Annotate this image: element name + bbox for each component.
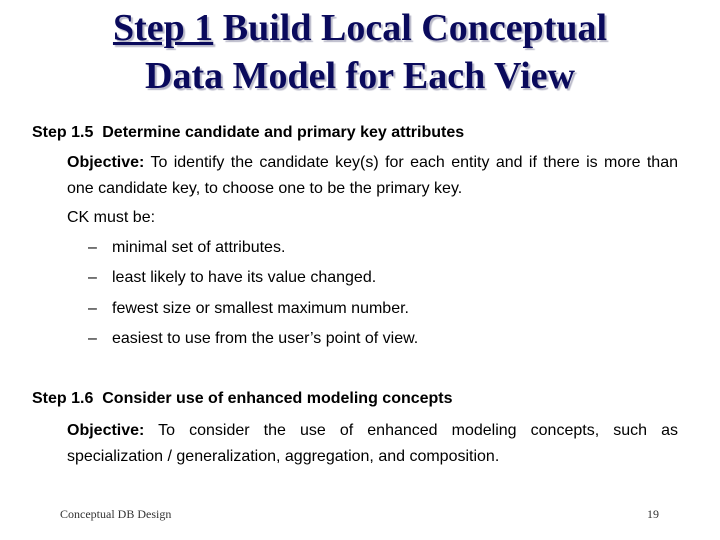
bullet-item <box>88 238 285 258</box>
title-step-label: Step 1 <box>112 7 214 49</box>
bullet-text: fewest size or smallest maximum number. <box>112 300 409 317</box>
bullet-text: minimal set of attributes. <box>112 239 286 256</box>
ck-intro: CK must be: <box>67 209 156 226</box>
title-line-2: Data Model for Each View <box>145 55 575 97</box>
title-line-1 <box>0 4 720 52</box>
title-line-1-rest: Build Local Conceptual <box>213 7 608 49</box>
objective-label: Objective: <box>67 422 145 439</box>
bullet-marker: – <box>88 330 97 347</box>
objective-text: To identify the candidate key(s) for each entity and if there is more than one candidate key, to choose one to be the primary key. <box>67 154 678 197</box>
bullet-text: easiest to use from the user’s point of view. <box>112 330 419 347</box>
bullet-item <box>88 299 409 319</box>
step-1-5-objective <box>67 150 678 202</box>
bullet-item <box>88 268 376 288</box>
bullet-item <box>88 329 418 349</box>
objective-text: To consider the use of enhanced modeling concepts, such as specialization / generalization, aggregation, and composition. <box>67 422 678 465</box>
objective-label: Objective: <box>67 154 145 171</box>
bullet-marker: – <box>88 239 97 256</box>
slide-title <box>0 4 720 100</box>
footer-title: Conceptual DB Design <box>60 507 172 521</box>
step-1-6-objective <box>67 418 678 470</box>
bullet-marker: – <box>88 269 97 286</box>
step-1-5-heading: Step 1.5 Determine candidate and primary key attributes <box>32 124 465 141</box>
bullet-marker: – <box>88 300 97 317</box>
step-1-6-heading: Step 1.6 Consider use of enhanced modeling concepts <box>32 390 453 407</box>
page-number: 19 <box>647 507 659 521</box>
bullet-text: least likely to have its value changed. <box>112 269 377 286</box>
